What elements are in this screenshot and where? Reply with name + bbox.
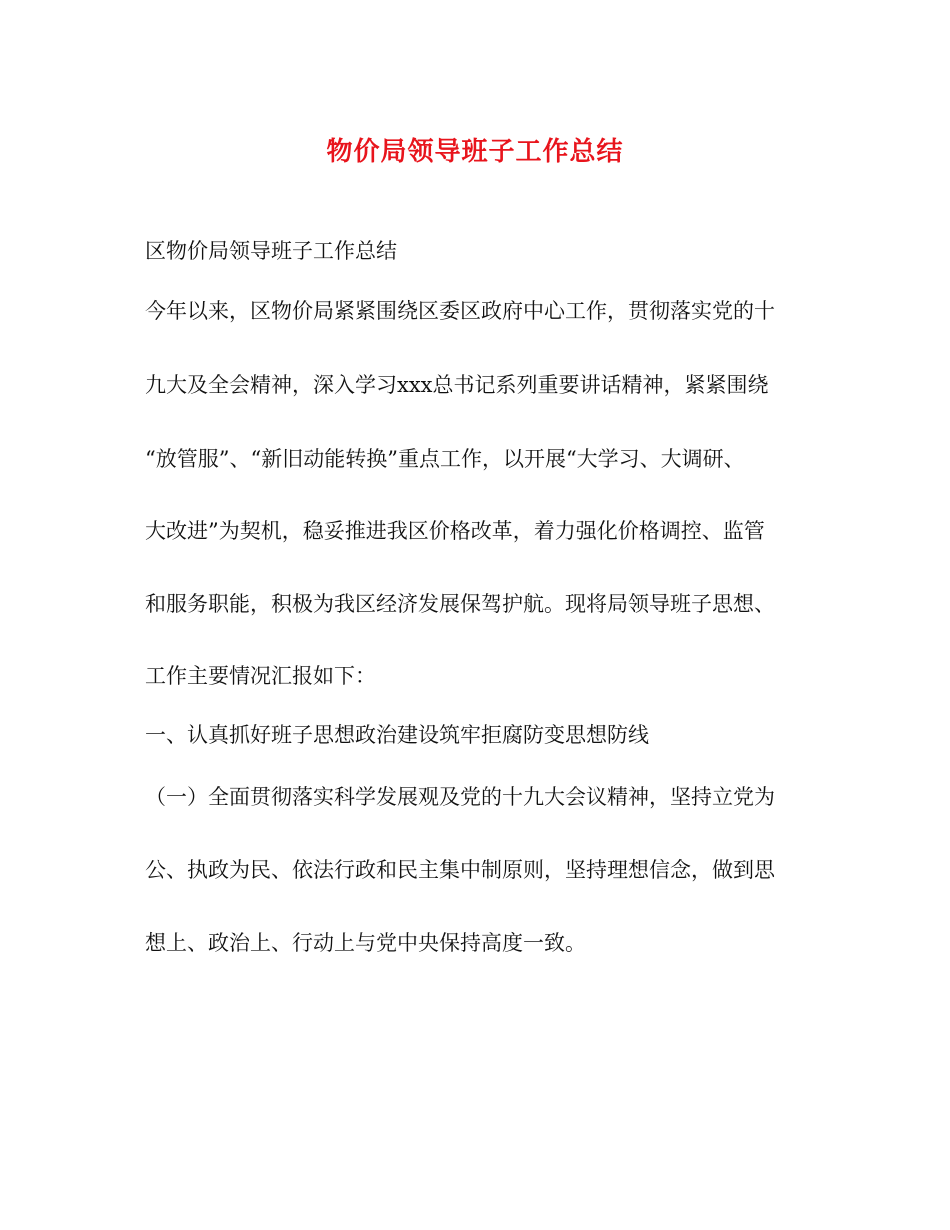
paragraph-line: 今年以来，区物价局紧紧围绕区委区政府中心工作，贯彻落实党的十 bbox=[145, 299, 775, 323]
paragraph-line: “放管服”、“新旧动能转换”重点工作，以开展“大学习、大调研、 bbox=[145, 447, 745, 471]
section-heading: 一、认真抓好班子思想政治建设筑牢拒腐防变思想防线 bbox=[145, 723, 649, 747]
document-title: 物价局领导班子工作总结 bbox=[326, 137, 624, 167]
paragraph-line: 大改进”为契机，稳妥推进我区价格改革，着力强化价格调控、监管 bbox=[145, 519, 765, 543]
paragraph-line: 和服务职能，积极为我区经济发展保驾护航。现将局领导班子思想、 bbox=[145, 592, 775, 616]
paragraph-line: 九大及全会精神，深入学习xxx总书记系列重要讲话精神，紧紧围绕 bbox=[145, 373, 769, 397]
document-subtitle: 区物价局领导班子工作总结 bbox=[145, 239, 397, 263]
paragraph-line: 工作主要情况汇报如下： bbox=[145, 664, 376, 688]
paragraph-line: （一）全面贯彻落实科学发展观及党的十九大会议精神，坚持立党为 bbox=[145, 785, 775, 809]
paragraph-line: 公、执政为民、依法行政和民主集中制原则，坚持理想信念，做到思 bbox=[145, 858, 775, 882]
paragraph-line: 想上、政治上、行动上与党中央保持高度一致。 bbox=[145, 931, 586, 955]
